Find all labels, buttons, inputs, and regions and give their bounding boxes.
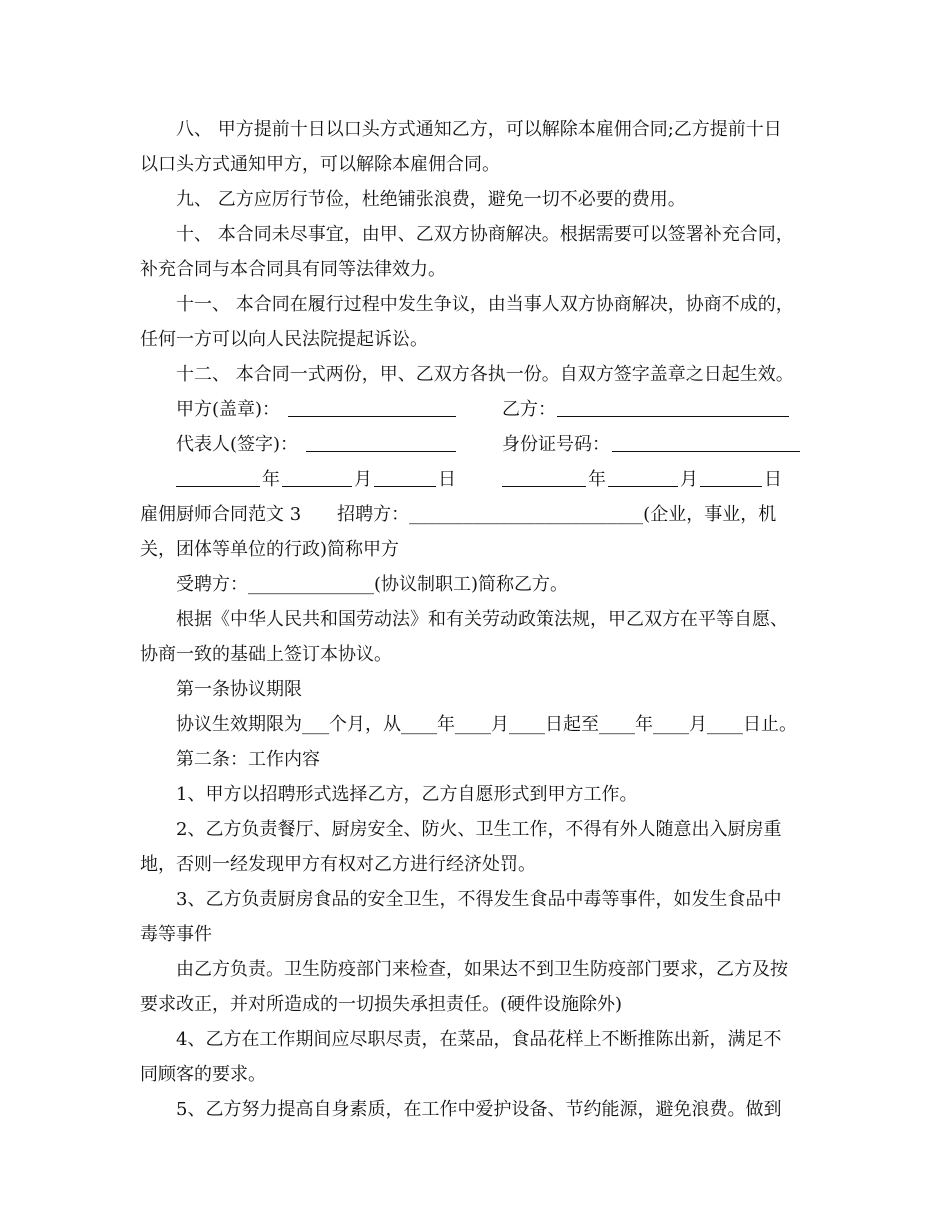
party-b-day-blank xyxy=(700,468,762,487)
clause-8-line-2: 以口头方式通知甲方，可以解除本雇佣合同。 xyxy=(140,154,500,175)
item-3-line-1: 3、乙方负责厨房食品的安全卫生，不得发生食品中毒等事件，如发生食品中 xyxy=(176,889,782,910)
party-a-day-blank xyxy=(374,468,436,487)
party-a-seal-blank xyxy=(288,398,456,417)
party-a-day-label: 日 xyxy=(438,469,456,490)
item-4-line-1: 4、乙方在工作期间应尽职尽责，在菜品，食品花样上不断推陈出新，满足不 xyxy=(176,1029,782,1050)
item-4-line-2: 同顾客的要求。 xyxy=(140,1064,266,1085)
party-b-blank xyxy=(557,398,789,417)
article-1-term: 协议生效期限为___个月，从____年____月____日起至____年____月____日止。 xyxy=(176,714,797,735)
preamble-line-1: 根据《中华人民共和国劳动法》和有关劳动政策法规，甲乙双方在平等自愿、 xyxy=(176,609,788,630)
clause-12: 十二、 本合同一式两份，甲、乙双方各执一份。自双方签字盖章之日起生效。 xyxy=(176,364,794,385)
item-3-line-2: 毒等事件 xyxy=(140,924,212,945)
clause-11-line-1: 十一、 本合同在履行过程中发生争议，由当事人双方协商解决，协商不成的， xyxy=(176,294,794,315)
item-1: 1、甲方以招聘形式选择乙方，乙方自愿形式到甲方工作。 xyxy=(176,784,638,805)
item-2-line-1: 2、乙方负责餐厅、厨房安全、防火、卫生工作，不得有外人随意出入厨房重 xyxy=(176,819,782,840)
party-a-seal-label: 甲方(盖章)： xyxy=(176,399,281,420)
item-3-line-4: 要求改正，并对所造成的一切损失承担责任。(硬件设施除外) xyxy=(140,994,623,1015)
id-number-label: 身份证号码： xyxy=(502,434,610,455)
article-2-heading: 第二条：工作内容 xyxy=(176,749,320,770)
id-number-blank xyxy=(612,433,800,452)
clause-9: 九、 乙方应厉行节俭，杜绝铺张浪费，避免一切不必要的费用。 xyxy=(176,189,686,210)
party-a-year-label: 年 xyxy=(262,469,280,490)
item-2-line-2: 地，否则一经发现甲方有权对乙方进行经济处罚。 xyxy=(140,854,536,875)
representative-blank xyxy=(306,433,456,452)
party-b-day-label: 日 xyxy=(764,469,782,490)
representative-label: 代表人(签字)： xyxy=(176,434,299,455)
party-b-year-label: 年 xyxy=(588,469,606,490)
contract-3-header: 雇佣厨师合同范文 3 招聘方：__________________________(企业，事业，机 xyxy=(140,504,777,525)
employee-line: 受聘方：______________(协议制职工)简称乙方。 xyxy=(176,574,569,595)
party-b-month-label: 月 xyxy=(680,469,698,490)
party-b-month-blank xyxy=(608,468,678,487)
item-3-line-3: 由乙方负责。卫生防疫部门来检查，如果达不到卫生防疫部门要求，乙方及按 xyxy=(176,959,788,980)
party-b-label: 乙方： xyxy=(502,399,556,420)
item-5-line-1: 5、乙方努力提高自身素质，在工作中爱护设备、节约能源，避免浪费。做到 xyxy=(176,1099,782,1120)
clause-11-line-2: 任何一方可以向人民法院提起诉讼。 xyxy=(140,329,428,350)
clause-10-line-1: 十、 本合同未尽事宜，由甲、乙双方协商解决。根据需要可以签署补充合同， xyxy=(176,224,794,245)
party-b-year-blank xyxy=(502,468,586,487)
party-a-year-blank xyxy=(176,468,260,487)
clause-8-line-1: 八、 甲方提前十日以口头方式通知乙方，可以解除本雇佣合同;乙方提前十日 xyxy=(176,119,782,140)
contract-3-header-cont: 关，团体等单位的行政)简称甲方 xyxy=(140,539,400,560)
preamble-line-2: 协商一致的基础上签订本协议。 xyxy=(140,644,392,665)
clause-10-line-2: 补充合同与本合同具有同等法律效力。 xyxy=(140,259,446,280)
party-a-month-label: 月 xyxy=(354,469,372,490)
party-a-month-blank xyxy=(282,468,352,487)
article-1-heading: 第一条协议期限 xyxy=(176,679,302,700)
